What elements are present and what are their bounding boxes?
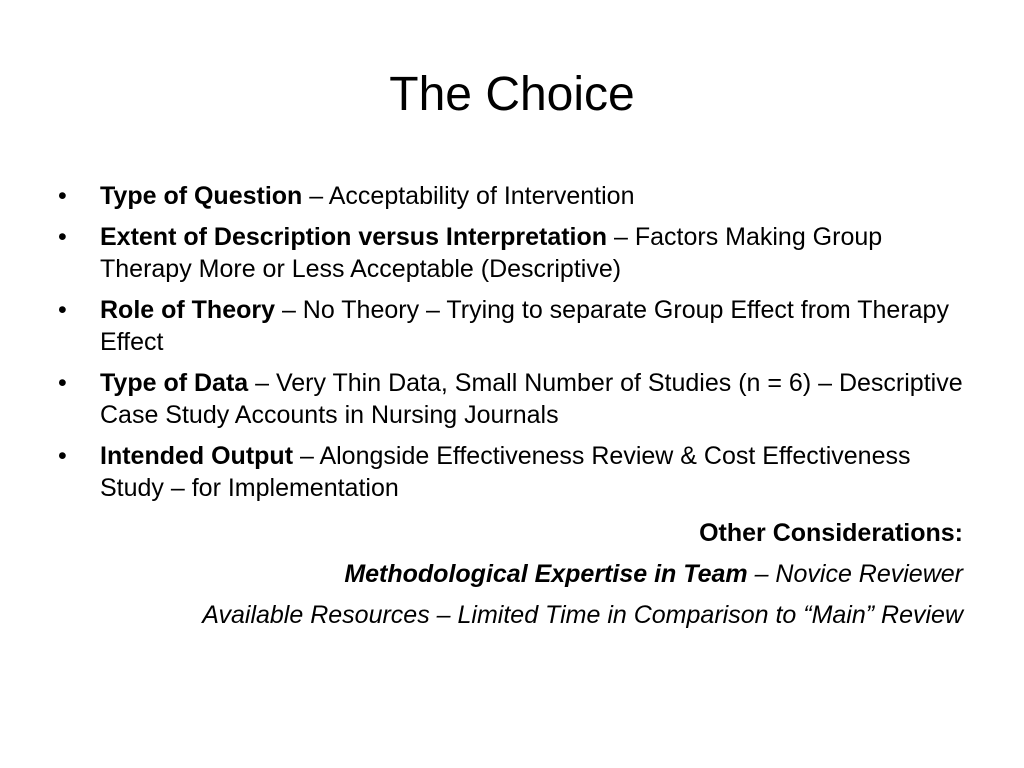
other-line-text: – Novice Reviewer [747, 560, 963, 588]
bullet-label: Intended Output [100, 442, 294, 470]
bullet-icon: • [58, 296, 67, 324]
bullet-item-type-of-data [58, 367, 963, 431]
bullet-text: – Very Thin Data, Small Number of Studies (n = 6) – Descriptive Case Study Accounts in Nursing Journals [100, 369, 963, 429]
other-line-text: Available Resources – Limited Time in Comparison to “Main” Review [202, 601, 963, 629]
bullet-label: Role of Theory [100, 296, 276, 324]
bullet-icon: • [58, 442, 67, 470]
bullet-item-extent-of-description [58, 221, 963, 285]
other-line-available-resources [100, 599, 963, 631]
slide-title: The Choice [389, 68, 635, 121]
bullet-text: – Alongside Effectiveness Review & Cost Effectiveness Study – for Implementation [100, 442, 911, 502]
other-considerations-heading: Other Considerations: [699, 519, 963, 547]
bullet-icon: • [58, 182, 67, 210]
bullet-item-type-of-question [58, 180, 963, 212]
bullet-text: – No Theory – Trying to separate Group Effect from Therapy Effect [100, 296, 949, 356]
bullet-label: Extent of Description versus Interpretation [100, 223, 608, 251]
bullet-icon: • [58, 223, 67, 251]
bullet-label: Type of Question [100, 182, 303, 210]
bullet-list [58, 180, 963, 513]
bullet-text: – Acceptability of Intervention [302, 182, 635, 210]
bullet-label: Type of Data [100, 369, 249, 397]
other-line-label: Methodological Expertise in Team [344, 560, 748, 588]
bullet-item-role-of-theory [58, 294, 963, 358]
other-line-methodological-expertise [100, 558, 963, 590]
bullet-icon: • [58, 369, 67, 397]
bullet-item-intended-output [58, 440, 963, 504]
bullet-text: – Factors Making Group Therapy More or Less Acceptable (Descriptive) [100, 223, 883, 283]
other-considerations [100, 517, 963, 640]
